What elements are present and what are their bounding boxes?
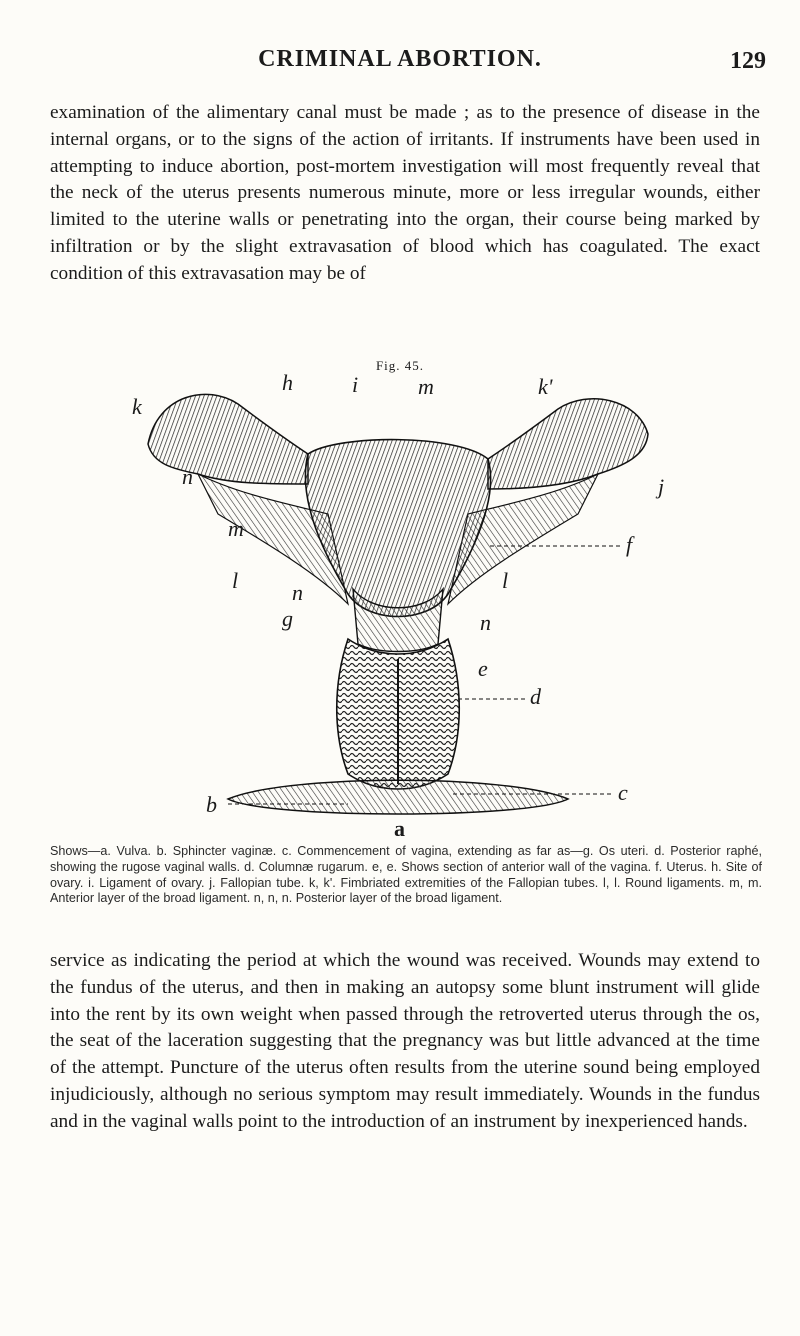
letter-k: k — [132, 394, 142, 419]
letter-n-mid: n — [292, 580, 303, 605]
letter-l-left: l — [232, 568, 239, 593]
letter-a: a — [394, 816, 405, 841]
running-head — [0, 46, 800, 86]
letter-e: e — [478, 656, 488, 681]
letter-i: i — [352, 374, 359, 397]
letter-k-prime: k' — [538, 374, 553, 399]
letter-g: g — [282, 606, 293, 631]
uterus-engraving — [118, 374, 678, 844]
page-number: 129 — [730, 48, 766, 74]
letter-d: d — [530, 684, 541, 709]
letter-h: h — [282, 374, 293, 395]
anatomical-figure — [118, 374, 678, 874]
letter-l-right: l — [502, 568, 509, 593]
letter-n-left: n — [182, 464, 193, 489]
fimbria-left — [148, 394, 308, 484]
running-title: CRIMINAL ABORTION. — [258, 46, 542, 72]
figure-caption: Shows—a. Vulva. b. Sphincter vaginæ. c. Commencement of vagina, extending as far as—g. Os uteri. d. Posterior raphé, showing the rugose vaginal walls. d. Columnæ rugarum. e, e. Shows section of anterior wall of the vagina. f. Uterus. h. Site of ovary. i. Ligament of ovary. j. Fallopian tube. k, k'. Fimbriated extremities of the Fallopian tubes. l, l. Round ligaments. m, m. Anterior layer of the broad ligament. n, n, n. Posterior layer of the broad ligament. — [50, 844, 762, 906]
paragraph-top: examination of the alimentary canal must be made ; as to the presence of disease in the internal organs, or to the signs of the action of irritants. If instruments have been used in attempting to induce abortion, post-mortem investigation will most frequently reveal that the neck of the uterus presents numerous minute, more or less irregular wounds, either limited to the uterine walls or penetrating into the organ, their course being marked by infiltration or by the slight extravasation of blood which has coagulated. The exact condition of this extravasation may be of — [50, 102, 760, 284]
letter-m-left: m — [228, 516, 244, 541]
paragraph-bottom: service as indicating the period at which the wound was received. Wounds may extend to the fundus of the uterus, and then in making an autopsy some blunt instrument will glide into the rent by its own weight when passed through the retroverted uterus through the os, the seat of the laceration suggesting that the pregnancy was but little advanced at the time of the attempt. Puncture of the uterus often results from the uterine sound being employed injudiciously, although no serious symptom may result immediately. Wounds in the fundus and in the vaginal walls point to the introduction of an instrument by inexperienced hands. — [50, 950, 760, 1132]
letter-m-top: m — [418, 374, 434, 399]
letter-n-right: n — [480, 610, 491, 635]
fimbria-right — [488, 399, 648, 489]
vulva — [228, 780, 568, 814]
letter-j: j — [658, 474, 665, 499]
figure-label: Fig. 45. — [375, 358, 425, 373]
letter-c: c — [618, 780, 628, 805]
letter-b: b — [206, 792, 217, 817]
letter-f: f — [626, 532, 633, 557]
